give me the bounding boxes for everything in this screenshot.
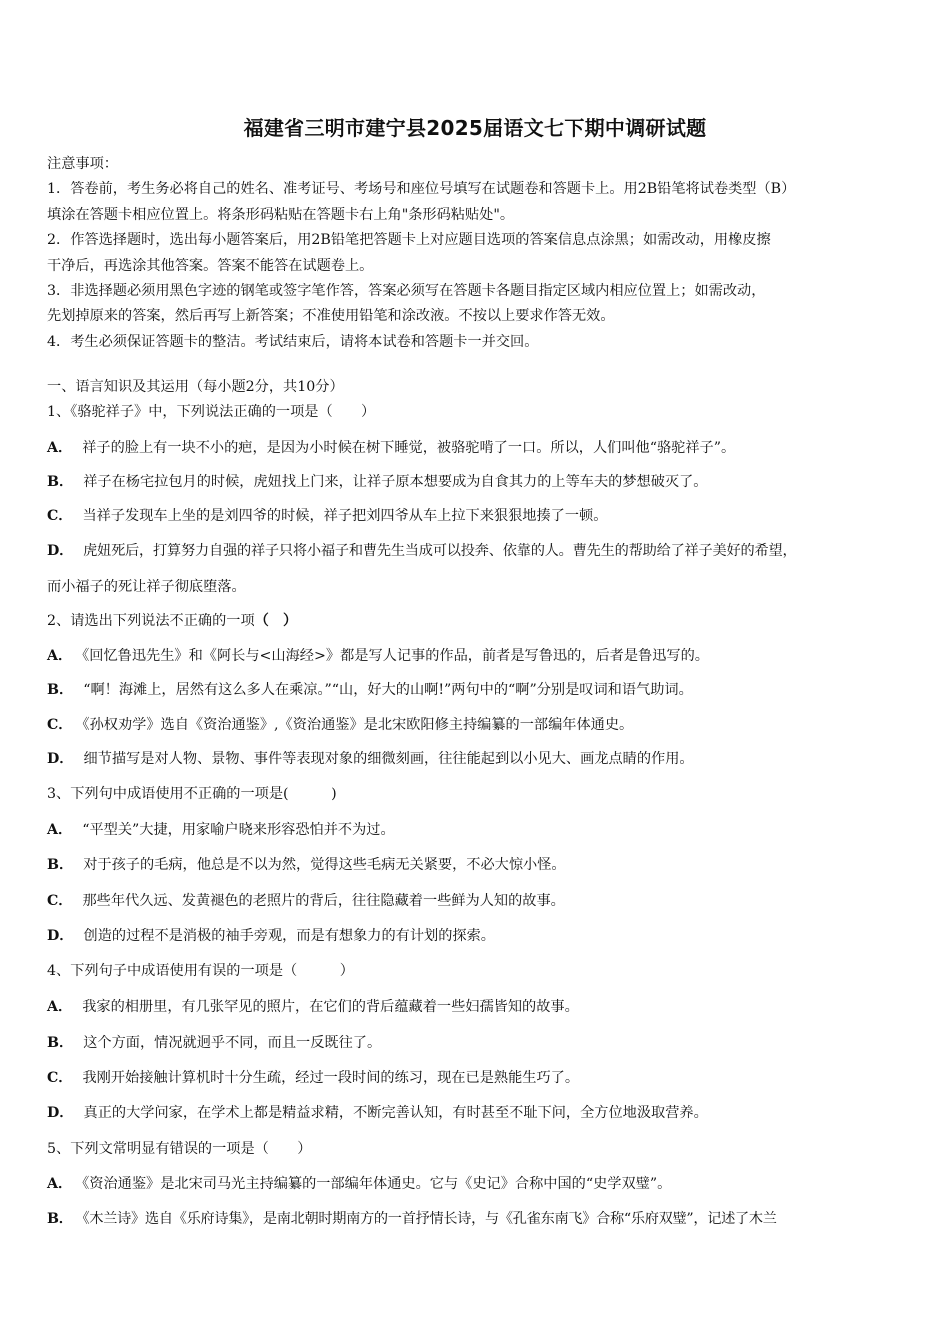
question-3-option-c xyxy=(47,890,927,910)
option-text: 对于孩子的毛病，他总是不以为然，觉得这些毛病无关紧要，不必大惊小怪。 xyxy=(83,857,566,873)
option-label: A． xyxy=(47,648,73,664)
option-text: 创造的过程不是消极的袖手旁观，而是有想象力的有计划的探索。 xyxy=(83,928,495,944)
option-label: D． xyxy=(47,1105,74,1121)
option-text: 《孙权劝学》选自《资治通鉴》,《资治通鉴》是北宋欧阳修主持编纂的一部编年体通史。 xyxy=(82,717,634,733)
answer-paren: （ ） xyxy=(254,613,298,629)
question-2-option-d xyxy=(47,748,927,768)
option-label: A． xyxy=(47,1176,73,1192)
question-stem-text: 2、请选出下列说法不正确的一项 xyxy=(47,613,255,629)
question-1-option-a xyxy=(47,437,927,457)
option-label: B． xyxy=(47,682,74,698)
question-1-option-d-continuation: 而小福子的死让祥子彻底堕落。 xyxy=(47,579,246,595)
question-1-option-c xyxy=(47,505,927,525)
option-label: C． xyxy=(47,893,73,909)
option-text: 《木兰诗》选自《乐府诗集》，是南北朝时期南方的一首抒情长诗，与《孔雀东南飞》合称“乐府双璧”，记述了木兰 xyxy=(82,1211,777,1227)
question-4-option-c xyxy=(47,1067,927,1087)
question-5-option-b xyxy=(47,1208,927,1228)
option-text: 祥子的脸上有一块不小的疤，是因为小时候在树下睡觉，被骆驼啃了一口。所以，人们叫他“骆驼祥子”。 xyxy=(82,440,736,456)
option-text: “平型关”大捷，用家喻户晓来形容恐怕并不为过。 xyxy=(82,822,395,838)
option-text: 真正的大学问家，在学术上都是精益求精，不断完善认知，有时甚至不耻下问，全方位地汲取营养。 xyxy=(83,1105,708,1121)
notice-line: 2．作答选择题时，选出每小题答案后，用2B铅笔把答题卡上对应题目选项的答案信息点涂黑；如需改动，用橡皮擦 xyxy=(47,232,771,249)
question-2-option-b xyxy=(47,679,927,699)
option-text: 我刚开始接触计算机时十分生疏，经过一段时间的练习，现在已是熟能生巧了。 xyxy=(82,1070,580,1086)
question-1-stem: 1、《骆驼祥子》中，下列说法正确的一项是（ ） xyxy=(47,404,376,420)
option-label: A． xyxy=(47,822,73,838)
option-label: C． xyxy=(47,508,73,524)
question-3-option-d xyxy=(47,925,927,945)
question-4-option-a xyxy=(47,996,927,1016)
question-2-stem xyxy=(47,610,927,630)
option-text: 《资治通鉴》是北宋司马光主持编纂的一部编年体通史。它与《史记》合称中国的“史学双璧”。 xyxy=(82,1176,672,1192)
notice-line: 先划掉原来的答案，然后再写上新答案；不准使用铅笔和涂改液。不按以上要求作答无效。 xyxy=(47,308,615,325)
option-text: “啊！海滩上，居然有这么多人在乘凉。”“山，好大的山啊!”两句中的“啊”分别是叹词和语气助词。 xyxy=(83,682,693,698)
option-label: B． xyxy=(47,857,74,873)
option-label: D． xyxy=(47,751,74,767)
option-label: D． xyxy=(47,928,74,944)
question-2-option-c xyxy=(47,714,927,734)
notice-block xyxy=(47,152,917,355)
question-2-option-a xyxy=(47,645,927,665)
option-label: D． xyxy=(47,543,74,559)
question-1-option-d xyxy=(47,540,927,560)
option-text: 细节描写是对人物、景物、事件等表现对象的细微刻画，往往能起到以小见大、画龙点睛的作用。 xyxy=(83,751,694,767)
option-label: C． xyxy=(47,1070,73,1086)
option-label: A． xyxy=(47,999,73,1015)
notice-line: 3．非选择题必须用黑色字迹的钢笔或签字笔作答，答案必须写在答题卡各题目指定区域内相应位置上；如需改动， xyxy=(47,283,766,300)
notice-heading: 注意事项： xyxy=(47,156,118,172)
question-3-option-b xyxy=(47,854,927,874)
question-5-stem: 5、下列文常明显有错误的一项是（ ） xyxy=(47,1141,312,1157)
option-label: A． xyxy=(47,440,73,456)
option-label: B． xyxy=(47,1035,74,1051)
page-title: 福建省三明市建宁县2025届语文七下期中调研试题 xyxy=(243,116,707,140)
question-3-stem: 3、下列句中成语使用不正确的一项是( ) xyxy=(47,786,337,802)
notice-line: 4．考生必须保证答题卡的整洁。考试结束后，请将本试卷和答题卡一并交回。 xyxy=(47,333,539,350)
question-4-stem: 4、下列句子中成语使用有误的一项是（ ） xyxy=(47,963,354,979)
option-text: 我家的相册里，有几张罕见的照片，在它们的背后蕴藏着一些妇孺皆知的故事。 xyxy=(82,999,579,1015)
notice-line: 1．答卷前，考生务必将自己的姓名、准考证号、考场号和座位号填写在试题卷和答题卡上。用2B铅笔将试卷类型（B） xyxy=(47,181,796,198)
question-4-option-d xyxy=(47,1102,927,1122)
option-label: C． xyxy=(47,717,73,733)
option-text: 当祥子发现车上坐的是刘四爷的时候，祥子把刘四爷从车上拉下来狠狠地揍了一顿。 xyxy=(82,508,608,524)
question-4-option-b xyxy=(47,1032,927,1052)
question-3-option-a xyxy=(47,819,927,839)
notice-line: 干净后，再选涂其他答案。答案不能答在试题卷上。 xyxy=(47,257,374,274)
option-text: 祥子在杨宅拉包月的时候，虎妞找上门来，让祥子原本想要成为自食其力的上等车夫的梦想破灭了。 xyxy=(83,474,708,490)
section-heading: 一、语言知识及其运用（每小题2分，共10分） xyxy=(47,379,344,395)
option-text: 虎妞死后，打算努力自强的祥子只将小福子和曹先生当成可以投奔、依靠的人。曹先生的帮助给了祥子美好的希望， xyxy=(83,543,797,559)
question-5-option-a xyxy=(47,1173,927,1193)
option-label: B． xyxy=(47,1211,73,1227)
question-1-option-b xyxy=(47,471,927,491)
option-label: B． xyxy=(47,474,74,490)
option-text: 这个方面，情况就迥乎不同，而且一反既往了。 xyxy=(83,1035,382,1051)
notice-line: 填涂在答题卡相应位置上。将条形码粘贴在答题卡右上角"条形码粘贴处"。 xyxy=(47,206,515,223)
option-text: 《回忆鲁迅先生》和《阿长与<山海经>》都是写人记事的作品，前者是写鲁迅的，后者是鲁迅写的。 xyxy=(82,648,709,664)
option-text: 那些年代久远、发黄褪色的老照片的背后，往往隐藏着一些鲜为人知的故事。 xyxy=(82,893,565,909)
